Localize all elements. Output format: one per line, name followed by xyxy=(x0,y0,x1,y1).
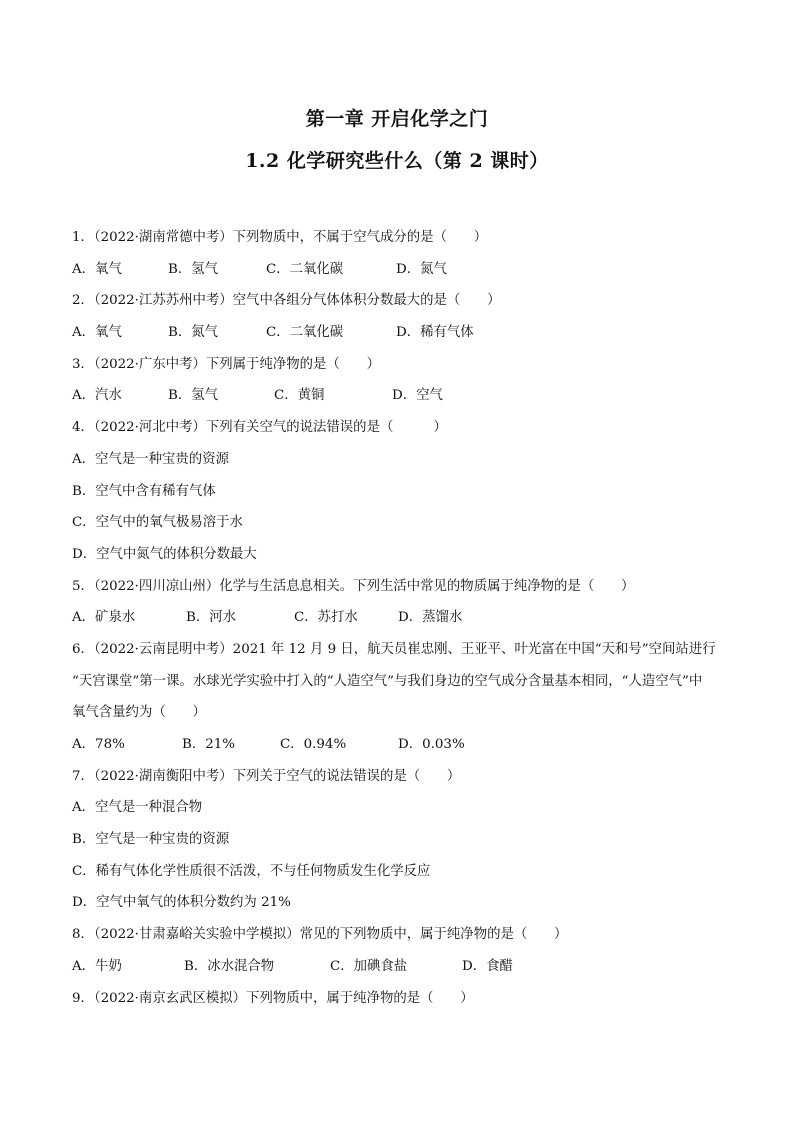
question-5 xyxy=(72,577,732,640)
option-b: B．河水 xyxy=(186,610,237,626)
question-stem-line-3: 氧气含量约为（ ） xyxy=(72,705,206,721)
option-d: D．食醋 xyxy=(462,958,513,974)
question-9 xyxy=(72,989,732,1021)
chapter-title: 第一章 开启化学之门 xyxy=(305,108,489,130)
question-stem: 1．（2022·湖南常德中考）下列物质中，不属于空气成分的是（ ） xyxy=(72,230,488,245)
section-title: 1.2 化学研究些什么（第 2 课时） xyxy=(245,150,549,172)
option-a: A．汽水 xyxy=(72,388,122,404)
option-d: D．空气中氮气的体积分数最大 xyxy=(72,546,257,562)
option-d: D．空气 xyxy=(392,388,443,404)
option-c: C．二氧化碳 xyxy=(266,261,344,277)
option-d: D．蒸馏水 xyxy=(398,610,463,626)
question-stem-line-1: 6．（2022·云南昆明中考）2021 年 12 月 9 日，航天员崔忠刚、王亚平、叶光富在中国“天和号”空间站进行 xyxy=(72,641,716,657)
question-stem: 5．（2022·四川凉山州）化学与生活息息相关。下列生活中常见的物质属于纯净物的是（ ） xyxy=(72,578,635,594)
option-a: A．78% xyxy=(72,737,125,752)
option-d: D．空气中氧气的体积分数约为 21% xyxy=(72,895,291,911)
option-a: A．氧气 xyxy=(72,261,122,277)
options-row xyxy=(72,260,732,292)
option-a: A．矿泉水 xyxy=(72,610,136,626)
question-stem: 7．（2022·湖南衡阳中考）下列关于空气的说法错误的是（ ） xyxy=(72,768,461,784)
option-b: B．21% xyxy=(182,737,235,752)
question-stem: 9．（2022·南京玄武区模拟）下列物质中，属于纯净物的是（ ） xyxy=(72,990,474,1006)
question-1 xyxy=(72,228,732,291)
question-stem: 3．（2022·广东中考）下列属于纯净物的是（ ） xyxy=(72,356,380,372)
options-row xyxy=(72,957,732,989)
question-3 xyxy=(72,355,732,418)
option-c: C．0.94% xyxy=(280,737,347,752)
option-b: B．空气中含有稀有气体 xyxy=(72,483,216,499)
option-b: B．冰水混合物 xyxy=(184,958,275,974)
question-6 xyxy=(72,640,732,767)
question-8 xyxy=(72,925,732,988)
question-stem-line-2: “天宫课堂”第一课。水球光学实验中打入的“人造空气”与我们身边的空气成分含量基本相同，“人造空气”中 xyxy=(72,673,703,689)
options-row xyxy=(72,735,732,767)
option-b: B．氢气 xyxy=(168,261,219,277)
option-c: C．二氧化碳 xyxy=(266,325,344,341)
question-stem: 4．（2022·河北中考）下列有关空气的说法错误的是（ ） xyxy=(72,420,447,436)
option-c: C．苏打水 xyxy=(294,610,358,626)
option-c: C．加碘食盐 xyxy=(330,958,408,974)
option-c: C．稀有气体化学性质很不活泼，不与任何物质发生化学反应 xyxy=(72,863,431,879)
options-row xyxy=(72,608,732,640)
question-2 xyxy=(72,291,732,354)
options-row xyxy=(72,323,732,355)
question-7 xyxy=(72,767,732,925)
question-stem: 2．（2022·江苏苏州中考）空气中各组分气体体积分数最大的是（ ） xyxy=(72,293,501,309)
question-stem: 8．（2022·甘肃嘉峪关实验中学模拟）常见的下列物质中，属于纯净物的是（ ） xyxy=(72,927,568,943)
question-list xyxy=(72,228,732,1020)
option-b: B．氮气 xyxy=(168,325,219,341)
option-a: A．空气是一种混合物 xyxy=(72,800,203,816)
option-c: C．空气中的氧气极易溶于水 xyxy=(72,515,243,531)
option-c: C．黄铜 xyxy=(274,388,325,404)
option-d: D．0.03% xyxy=(398,737,465,752)
option-b: B．氢气 xyxy=(168,388,219,404)
option-d: D．稀有气体 xyxy=(396,325,474,341)
option-a: A．空气是一种宝贵的资源 xyxy=(72,451,229,467)
question-4 xyxy=(72,418,732,576)
option-b: B．空气是一种宝贵的资源 xyxy=(72,832,230,848)
option-a: A．氧气 xyxy=(72,325,122,341)
option-a: A．牛奶 xyxy=(72,958,122,974)
option-d: D．氮气 xyxy=(396,261,447,277)
options-row xyxy=(72,386,732,418)
